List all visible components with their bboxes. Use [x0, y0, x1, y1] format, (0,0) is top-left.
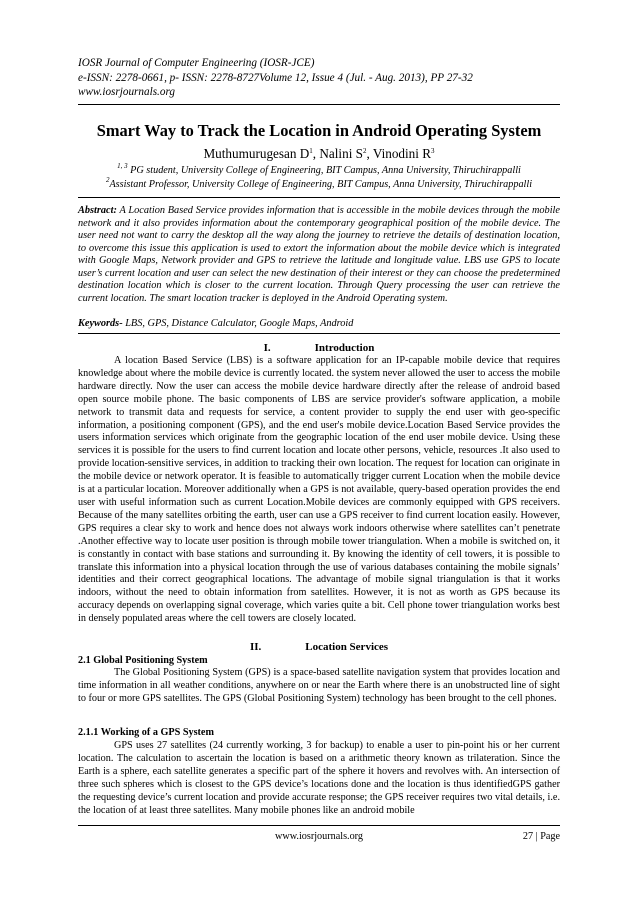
paragraph: A location Based Service (LBS) is a software application for an IP-capable mobile device that requires knowledge about where the mobile device is currently located. the system never allowed the user to access the mobile hardware directly. Now the user can access the mobile device hardware directly after the release of android based open source mobile phone. The basic components of LBS are service provider's software application, a mobile network to transmit data and requests for service, a content provider to supply the end user with geo-specific information, a positioning component (GPS), and the end user's mobile device.Location Based Service provides the users information services which originate from the geographic location of the end user mobile device. Using these services it is possible for the users to find current location and locate other persons, vehicle, resources .It also used to provide location-sensitive services, in addition to tracking their own location. The request for location can originate in the mobile device or network operator. It is feasible to automatically trigger current Location when the mobile device is at a particular location. Moreover additionally when a GPS is not available, query-based operation provides the end user with useful information such as current Location.Mobile devices are commonly equipped with GPS receivers. Because of the many satellites orbiting the earth, user can use a GPS receiver to find current location easily. However, GPS requires a clear sky to work and hence does not always work indoors otherwise where satellites can’t penetrate .Another effective way to locate user position is through mobile tower triangulation. When a mobile is switched on, it is constantly in contact with base stations and surrounding it. By knowing the identity of cell towers, it is possible to translate this information into a physical location through the use of various databases containing the mobile signals’ identities and their correct geographical locations. The advantage of mobile signal triangulation is that it works indoors, without the need to obtain information from satellites. However, it is not as worth as GPS because its accuracy depends on overlapping signal coverage, which varies quite a bit. Cell phone tower triangulation works best in densely populated areas where the cell towers are closely located.	[78, 355, 560, 625]
author-sup: 3	[431, 147, 435, 155]
section-number: II.	[249, 641, 262, 653]
keywords	[78, 317, 560, 330]
page-number: 27 | Page	[522, 831, 560, 842]
author-list: Muthumurugesan $D^1$, Nalini $S^2$, Vinodini $R^3$	[203, 146, 435, 161]
section-heading-1	[78, 341, 560, 355]
abstract-text: A Location Based Service provides information that is accessible in the mobile devices through the mobile network and it also provides information about the contemporary geographical position of the mobile device. The user need not want to carry the desktop all the way along the journey to retrieve the details of destination location, to overcome this issue this application is used to extort the information about the mobile device which is integrated with Google Maps, Network provider and GPS to retrieve the latitude and longitude value. LBS use GPS to locate user’s current location and user can select the new destination of their interest or they can choose the predetermined destination location which is closer to the current location. Through Query processing the user can retrieve the current location. The smart location tracker is deployed in the Android Operating system.	[78, 205, 560, 304]
journal-website: www.iosrjournals.org	[78, 86, 175, 98]
abstract-rule-top	[78, 197, 560, 198]
paragraph: GPS uses 27 satellites (24 currently working, 3 for backup) to enable a user to pin-point his or her current location. The calculation to ascertain the location is based on a arithmetic theory known as trilateration. Since the Earth is a sphere, each satellite generates a specific part of the sphere it hovers and revolves with. An intersection of three such spheres which is closest to the GPS device’s locations done and the location is thus identifiedGPS gather the requesting device’s current location and provide accurate response; the GPS receiver requires two vital details, i.e. the location of at least three satellites. Many mobile phones like an android mobile	[78, 740, 560, 816]
gps-body	[78, 667, 560, 706]
abstract	[78, 205, 560, 305]
journal-header	[78, 56, 558, 100]
footer-website: www.iosrjournals.org	[274, 831, 363, 842]
affiliation-text: PG student, University College of Engineering, BIT Campus, Anna University, Thiruchirappalli	[130, 165, 521, 176]
section-title: Location Services	[305, 641, 389, 653]
affiliation-2	[78, 178, 560, 191]
gps-working-body	[78, 740, 560, 817]
subsection-heading-2-1-1: 2.1.1 Working of a GPS System	[78, 727, 214, 738]
journal-name: IOSR Journal of Computer Engineering (IOSR-JCE)	[78, 57, 315, 69]
section-title: Introduction	[314, 342, 375, 354]
section-number: I.	[263, 342, 271, 354]
author-name: Nalini S	[319, 146, 363, 161]
author-name: Vinodini R	[372, 146, 432, 161]
introduction-body	[78, 355, 560, 626]
abstract-rule-bottom	[78, 333, 560, 334]
affiliation-sup: 2	[105, 176, 110, 184]
journal-issn: e-ISSN: 2278-0661, p- ISSN: 2278-8727Volume 12, Issue 4 (Jul. - Aug. 2013), PP 27-32	[78, 71, 473, 84]
author-sup: 1	[309, 147, 313, 155]
section-heading-2	[78, 640, 560, 654]
affiliation-text: Assistant Professor, University College of Engineering, BIT Campus, Anna University, Thiruchirappalli	[109, 179, 533, 190]
abstract-label: Abstract:	[78, 205, 117, 216]
affiliation-1	[78, 164, 560, 177]
keywords-label: Keywords-	[78, 318, 123, 329]
subsection-heading-2-1: 2.1 Global Positioning System	[78, 655, 208, 666]
paper-title: Smart Way to Track the Location in Android Operating System	[96, 121, 542, 140]
affiliation-sup: 1, 3	[117, 162, 128, 170]
paragraph: The Global Positioning System (GPS) is a space-based satellite navigation system that provides location and time information in all weather conditions, anywhere on or near the Earth where there is an unobstructed line of sight to four or more GPS satellites. The GPS (Global Positioning System) technology has been brought to the cell phones.	[78, 667, 560, 704]
author-sup: 2	[362, 147, 367, 155]
footer-rule	[78, 825, 560, 826]
keywords-text: LBS, GPS, Distance Calculator, Google Maps, Android	[125, 318, 354, 329]
author-name: Muthumurugesan D	[203, 146, 310, 161]
header-rule	[78, 104, 560, 105]
